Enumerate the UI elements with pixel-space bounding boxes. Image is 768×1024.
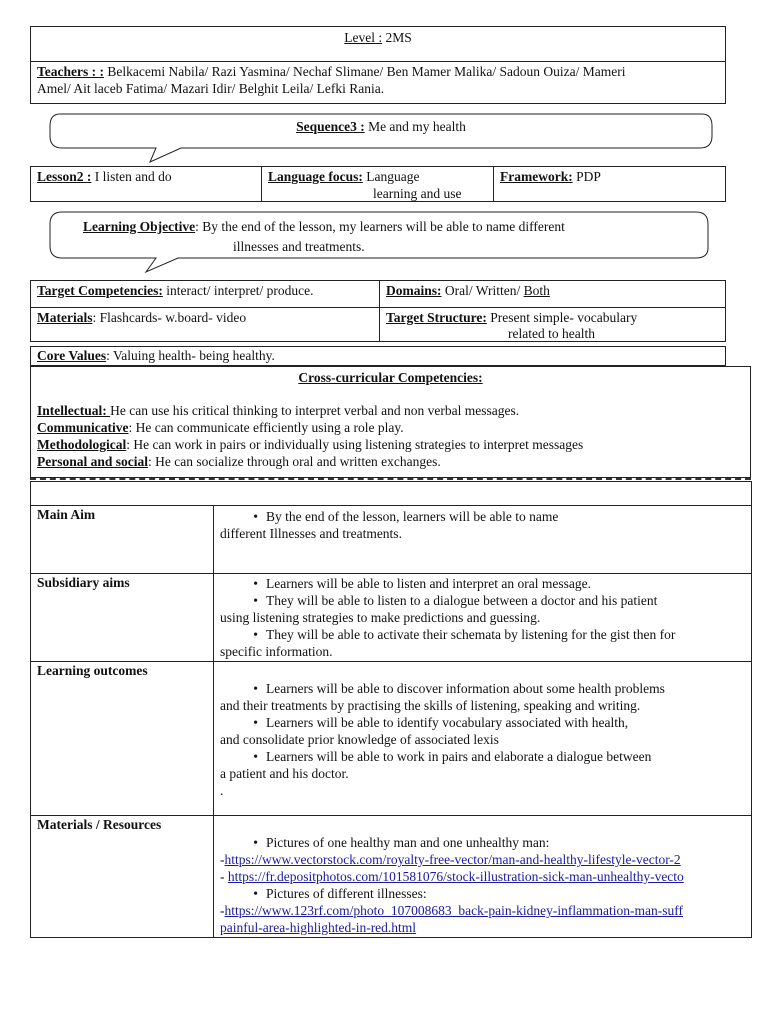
- main-aim-row: [31, 506, 752, 574]
- vectorstock-link[interactable]: https://www.vectorstock.com/royalty-free-vector/man-and-healthy-lifestyle-vector-2: [224, 852, 681, 867]
- cross-personal: [37, 453, 441, 470]
- domains-value: Oral/ Written/: [444, 283, 521, 298]
- methodological-text: : He can work in pairs or individually using listening strategies to interpret messages: [126, 437, 584, 452]
- level-value: 2MS: [385, 30, 412, 45]
- list-item: • By the end of the lesson, learners will be able to name: [253, 509, 559, 524]
- resources-label: Materials / Resources: [37, 817, 162, 832]
- teachers-names-1: Belkacemi Nabila/ Razi Yasmina/ Nechaf Slimane/ Ben Mamer Malika/ Sadoun Ouiza/ Mameri: [107, 64, 626, 79]
- main-aim-label: Main Aim: [37, 507, 96, 522]
- framework-cell: [500, 168, 601, 185]
- teachers-names-2: Amel/ Ait laceb Fatima/ Mazari Idir/ Belghit Leila/ Lefki Rania.: [37, 81, 385, 96]
- link-line-1: -https://www.vectorstock.com/royalty-free-vector/man-and-healthy-lifestyle-vector-2: [220, 852, 681, 867]
- communicative-text: : He can communicate efficiently using a role play.: [128, 420, 404, 435]
- list-item-cont: a patient and his doctor.: [220, 766, 349, 781]
- core-value: : Valuing health- being healthy.: [106, 348, 275, 363]
- teachers-line2: [37, 80, 384, 97]
- target-competencies: [37, 282, 314, 299]
- list-item: • Learners will be able to work in pairs and elaborate a dialogue between: [253, 749, 652, 764]
- cross-curricular-box: [30, 366, 751, 478]
- core-label: Core Values: [37, 348, 107, 363]
- domains-label: Domains:: [386, 283, 442, 298]
- header-box: [30, 26, 726, 104]
- list-item: • They will be able to listen to a dialogue between a doctor and his patient: [253, 593, 658, 608]
- focus-line2: learning and use: [373, 186, 462, 201]
- domains: [386, 282, 550, 299]
- outcomes-row: [31, 662, 752, 816]
- list-item: • Learners will be able to identify vocabulary associated with health,: [253, 715, 629, 730]
- 123rf-link[interactable]: https://www.123rf.com/photo_107008683_back-pain-kidney-inflammation-man-suff: [224, 903, 684, 918]
- core-values-box: [30, 346, 726, 366]
- trailing-dot: .: [220, 783, 224, 798]
- list-item: • Pictures of different illnesses:: [253, 886, 427, 901]
- list-item-cont: and consolidate prior knowledge of associated lexis: [220, 732, 499, 747]
- cross-communicative: [37, 419, 404, 436]
- objective-line2: illnesses and treatments.: [233, 239, 365, 254]
- level-label: Level :: [344, 30, 383, 45]
- teachers-line1: [37, 63, 626, 80]
- objective-line1: [83, 218, 565, 235]
- main-aim-content: [214, 506, 751, 543]
- teachers-label: Teachers : :: [37, 64, 104, 79]
- list-item: • Learners will be able to listen and interpret an oral message.: [253, 576, 592, 591]
- framework-label: Framework:: [500, 169, 573, 184]
- objective-label: Learning Objective: [83, 219, 196, 234]
- list-item: • They will be able to activate their schemata by listening for the gist then for: [253, 627, 676, 642]
- cross-intellectual: [37, 402, 519, 419]
- personal-text: : He can socialize through oral and written exchanges.: [148, 454, 441, 469]
- 123rf-link-cont[interactable]: painful-area-highlighted-in-red.html: [220, 920, 417, 935]
- cross-title: Cross-curricular Competencies:: [298, 370, 483, 385]
- target-label: Target Competencies:: [37, 283, 163, 298]
- sequence-label: Sequence3 :: [296, 119, 365, 134]
- framework-value: PDP: [576, 169, 601, 184]
- list-item-cont: using listening strategies to make predictions and guessing.: [220, 610, 541, 625]
- subsidiary-content: [214, 574, 751, 661]
- target-value: interact/ interpret/ produce.: [166, 283, 314, 298]
- target-structure: [386, 309, 637, 326]
- level-line: [31, 29, 725, 46]
- outcomes-content: [214, 662, 751, 800]
- communicative-label: Communicative: [37, 420, 129, 435]
- core-values: [37, 347, 275, 364]
- link-line-2: - https://fr.depositphotos.com/101581076/stock-illustration-sick-man-unhealthy-vecto: [220, 869, 684, 884]
- materials: [37, 309, 246, 326]
- lesson-row: [30, 166, 726, 202]
- link-line-3b: [220, 919, 745, 936]
- competencies-box: [30, 280, 726, 342]
- sequence-value: Me and my health: [368, 119, 466, 134]
- objective-text1: : By the end of the lesson, my learners will be able to name different: [195, 219, 565, 234]
- list-item: • Pictures of one healthy man and one unhealthy man:: [253, 835, 550, 850]
- materials-label: Materials: [37, 310, 93, 325]
- resources-row: [31, 816, 752, 938]
- lesson-cell: [37, 168, 172, 185]
- resources-content: [214, 816, 751, 937]
- lesson-value: I listen and do: [94, 169, 172, 184]
- intellectual-text: He can use his critical thinking to interpret verbal and non verbal messages.: [110, 403, 520, 418]
- spacer-row: [31, 482, 752, 506]
- outcomes-label: Learning outcomes: [37, 663, 148, 678]
- depositphotos-link[interactable]: https://fr.depositphotos.com/101581076/stock-illustration-sick-man-unhealthy-vecto: [227, 869, 684, 884]
- list-item: • Learners will be able to discover information about some health problems: [253, 681, 665, 696]
- lesson-label: Lesson2 :: [37, 169, 92, 184]
- lesson-plan-table: [30, 481, 752, 938]
- dashed-divider: [30, 478, 751, 480]
- focus-cell: [268, 168, 420, 185]
- focus-label: Language focus:: [268, 169, 363, 184]
- domains-both: Both: [523, 283, 550, 298]
- structure-line2: related to health: [508, 326, 595, 341]
- focus-line1: Language: [366, 169, 420, 184]
- intellectual-label: Intellectual:: [37, 403, 111, 418]
- methodological-label: Methodological: [37, 437, 127, 452]
- personal-label: Personal and social: [37, 454, 149, 469]
- subsidiary-label: Subsidiary aims: [37, 575, 130, 590]
- list-item-cont: and their treatments by practising the skills of listening, speaking and writing.: [220, 698, 641, 713]
- subsidiary-row: [31, 574, 752, 662]
- list-item-cont: specific information.: [220, 644, 333, 659]
- structure-line1: Present simple- vocabulary: [490, 310, 638, 325]
- sequence-line: [46, 118, 716, 135]
- materials-value: : Flashcards- w.board- video: [92, 310, 247, 325]
- structure-label: Target Structure:: [386, 310, 487, 325]
- link-line-3: -https://www.123rf.com/photo_107008683_back-pain-kidney-inflammation-man-suff: [220, 903, 684, 918]
- cross-methodological: [37, 436, 583, 453]
- list-item-cont: different Illnesses and treatments.: [220, 526, 402, 541]
